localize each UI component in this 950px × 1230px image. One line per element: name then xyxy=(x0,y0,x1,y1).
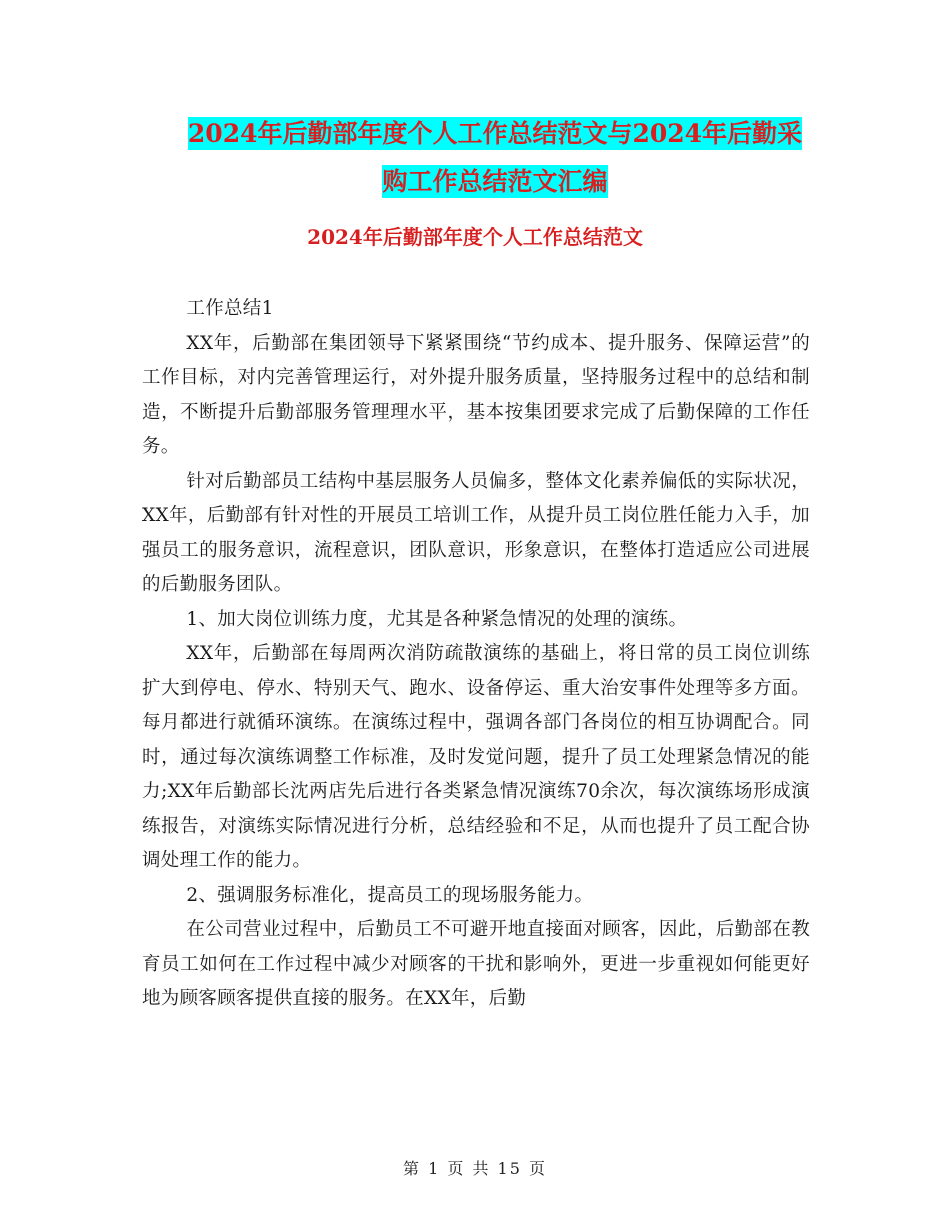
section-title: 2024年后勤部年度个人工作总结范文 xyxy=(307,225,643,249)
paragraph: XX年，后勤部在集团领导下紧紧围绕“节约成本、提升服务、保障运营”的工作目标，对内完善管理运行，对外提升服务质量，坚持服务过程中的总结和制造，不断提升后勤部服务管理理水平，基本按集团要求完成了后勤保障的工作任务。 xyxy=(142,332,810,457)
paragraph: 针对后勤部员工结构中基层服务人员偏多，整体文化素养偏低的实际状况，XX年，后勤部有针对性的开展员工培训工作，从提升员工岗位胜任能力入手，加强员工的服务意识，流程意识，团队意识，形象意识，在整体打造适应公司进展的后勤服务团队。 xyxy=(142,470,810,595)
document-body xyxy=(142,292,810,1017)
paragraph: 在公司营业过程中，后勤员工不可避开地直接面对顾客，因此，后勤部在教育员工如何在工作过程中减少对顾客的干扰和影响外，更进一步重视如何能更好地为顾客顾客提供直接的服务。在XX年，后勤 xyxy=(142,919,810,1009)
document-title-line-1: 2024年后勤部年度个人工作总结范文与2024年后勤采 xyxy=(187,119,803,148)
document-title xyxy=(140,110,850,206)
paragraph-heading: 1、加大岗位训练力度，尤其是各种紧急情况的处理的演练。 xyxy=(186,608,688,630)
paragraph: XX年，后勤部在每周两次消防疏散演练的基础上，将日常的员工岗位训练扩大到停电、停水、特别天气、跑水、设备停运、重大治安事件处理等多方面。每月都进行就循环演练。在演练过程中，强调各部门各岗位的相互协调配合。同时，通过每次演练调整工作标准，及时发觉问题，提升了员工处理紧急情况的能力;XX年后勤部长沈两店先后进行各类紧急情况演练70余次，每次演练场形成演练报告，对演练实际情况进行分析，总结经验和不足，从而也提升了员工配合协调处理工作的能力。 xyxy=(142,643,810,871)
paragraph-label: 工作总结1 xyxy=(186,298,274,319)
paragraph-heading: 2、强调服务标准化，提高员工的现场服务能力。 xyxy=(186,884,594,906)
page-footer: 第 1 页 共 15 页 xyxy=(403,1159,547,1178)
document-title-line-2: 购工作总结范文汇编 xyxy=(382,167,608,196)
